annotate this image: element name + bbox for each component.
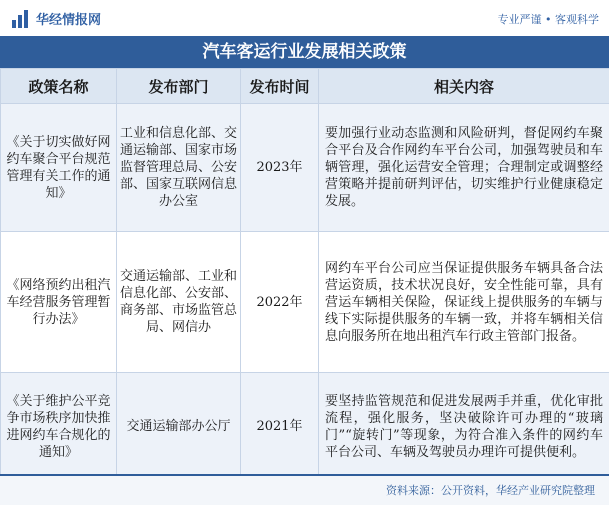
department-cell: 交通运输部、工业和信息化部、公安部、商务部、市场监管总局、网信办 [117,232,241,373]
source-note: 资料来源：公开资料，华经产业研究院整理 [386,484,595,497]
content-cell: 要加强行业动态监测和风险研判，督促网约车聚合平台及合作网约车平台公司，加强驾驶员和车辆管理，强化运营安全管理；合理制定或调整经营策略并提前研判评估，切实维护行业健康稳定发展。 [319,104,609,232]
slogan: 专业严谨 • 客观科学 [497,13,599,26]
brand [12,9,101,28]
date-cell: 2023年 [241,104,319,232]
department-cell: 工业和信息化部、交通运输部、国家市场监督管理总局、公安部、国家互联网信息办公室 [117,104,241,232]
date-cell: 2022年 [241,232,319,373]
source-bar [0,476,609,505]
policy-table [0,68,609,481]
logo-icon [12,10,30,28]
brand-name: 华经情报网 [36,13,102,28]
page-title: 汽车客运行业发展相关政策 [0,36,609,68]
content-cell: 要坚持监管规范和促进发展两手并重，优化审批流程，强化服务，坚决破除许可办理的“玻璃门”“旋转门”等现象，为符合准入条件的网约车平台公司、车辆及驾驶员办理许可提供便利。 [319,373,609,481]
column-header-policy-name: 政策名称 [1,69,117,104]
policy-name-cell: 《关于切实做好网约车聚合平台规范管理有关工作的通知》 [1,104,117,232]
table-row [1,373,609,481]
content-cell: 网约车平台公司应当保证提供服务车辆具备合法营运资质，技术状况良好，安全性能可靠，具有营运车辆相关保险，保证线上提供服务的车辆与线下实际提供服务的车辆一致，并将车辆相关信息向服务所在地出租汽车行政主管部门报备。 [319,232,609,373]
date-cell: 2021年 [241,373,319,481]
column-header-content: 相关内容 [319,69,609,104]
column-header-date: 发布时间 [241,69,319,104]
table-row [1,104,609,232]
department-cell: 交通运输部办公厅 [117,373,241,481]
policy-name-cell: 《关于维护公平竞争市场秩序加快推进网约车合规化的通知》 [1,373,117,481]
table-row [1,232,609,373]
column-header-department: 发布部门 [117,69,241,104]
top-bar [0,0,609,36]
policy-name-cell: 《网络预约出租汽车经营服务管理暂行办法》 [1,232,117,373]
